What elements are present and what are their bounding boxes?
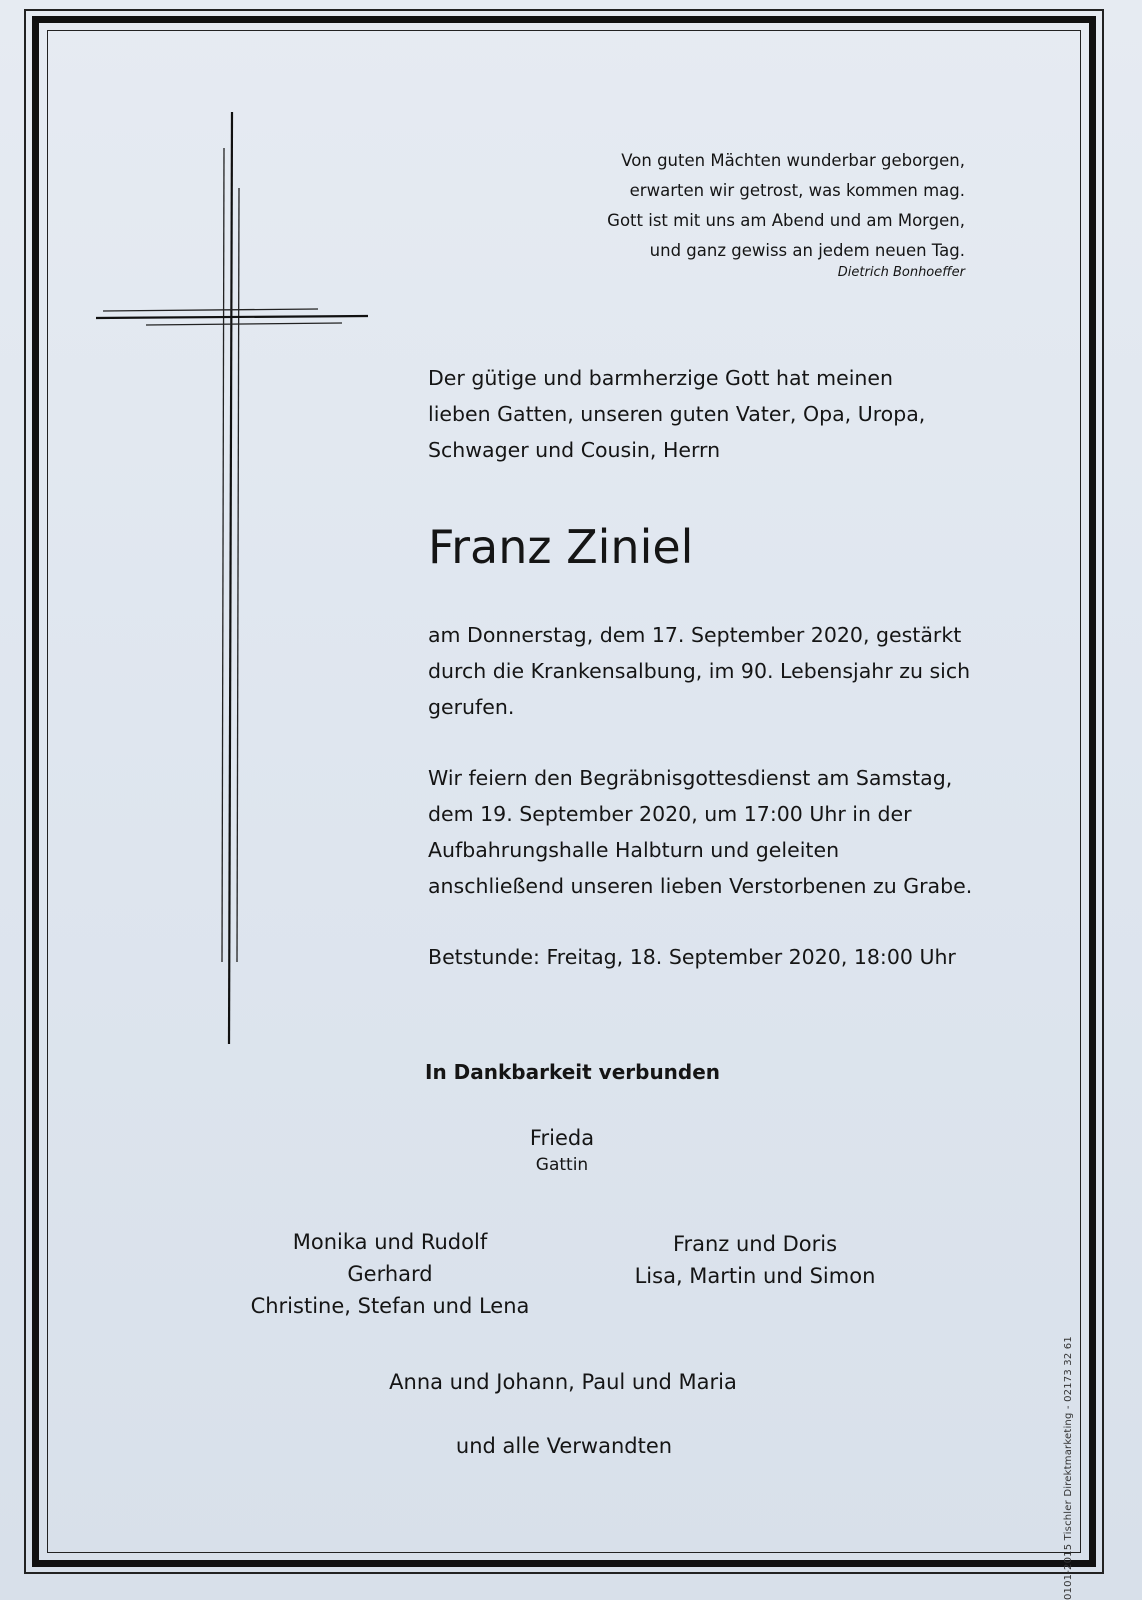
family-line: Gerhard — [347, 1262, 433, 1286]
spouse-role: Gattin — [535, 1155, 589, 1175]
death-paragraph — [428, 617, 970, 725]
quote-line: erwarten wir getrost, was kommen mag. — [629, 181, 965, 200]
funeral-line: dem 19. September 2020, um 17:00 Uhr in der — [428, 802, 912, 826]
prayer-hour: Betstunde: Freitag, 18. September 2020, 18:00 Uhr — [428, 945, 956, 969]
spouse-block — [462, 1122, 662, 1176]
siblings-line: Anna und Johann, Paul und Maria — [389, 1370, 737, 1394]
death-line: gerufen. — [428, 695, 515, 719]
intro-line: Schwager und Cousin, Herrn — [428, 438, 721, 462]
intro-line: lieben Gatten, unseren guten Vater, Opa, Uropa, — [428, 402, 926, 426]
family-line: Lisa, Martin und Simon — [634, 1264, 876, 1288]
funeral-line: anschließend unseren lieben Verstorbenen zu Grabe. — [428, 874, 973, 898]
quote-line: Gott ist mit uns am Abend und am Morgen, — [607, 211, 965, 230]
death-line: durch die Krankensalbung, im 90. Lebensjahr zu sich — [428, 659, 971, 683]
funeral-line: Aufbahrungshalle Halbturn und geleiten — [428, 838, 840, 862]
printer-note: 0101-2015 Tischler Direktmarketing - 02173 32 61 — [1063, 1336, 1074, 1600]
family-group-left — [230, 1226, 550, 1322]
family-line: Christine, Stefan und Lena — [250, 1294, 530, 1318]
family-line: Franz und Doris — [672, 1232, 838, 1256]
intro-paragraph — [428, 360, 925, 468]
bonhoeffer-quote — [560, 146, 965, 266]
funeral-line: Wir feiern den Begräbnisgottesdienst am Samstag, — [428, 766, 953, 790]
quote-line: und ganz gewiss an jedem neuen Tag. — [649, 241, 965, 260]
quote-author: Dietrich Bonhoeffer — [837, 265, 965, 280]
thanks-heading: In Dankbarkeit verbunden — [425, 1060, 721, 1084]
spouse-name: Frieda — [529, 1126, 595, 1150]
relatives-line: und alle Verwandten — [455, 1434, 673, 1458]
family-group-right — [605, 1228, 905, 1292]
death-line: am Donnerstag, dem 17. September 2020, gestärkt — [428, 623, 962, 647]
deceased-name: Franz Ziniel — [428, 520, 694, 574]
intro-line: Der gütige und barmherzige Gott hat meinen — [428, 366, 893, 390]
quote-line: Von guten Mächten wunderbar geborgen, — [621, 151, 965, 170]
family-line: Monika und Rudolf — [292, 1230, 488, 1254]
funeral-paragraph — [428, 760, 972, 904]
